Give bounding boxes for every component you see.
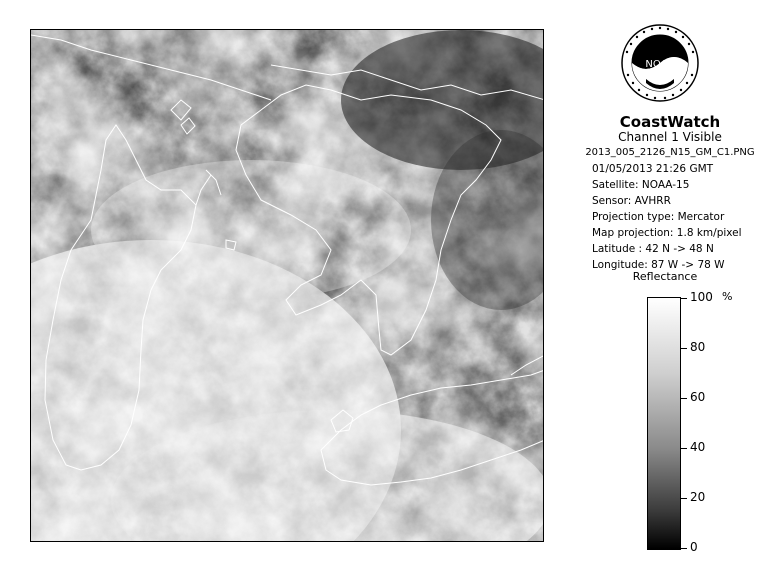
channel-label: Channel 1 Visible <box>618 130 722 144</box>
scale-label-20: 20 <box>690 490 706 504</box>
scale-label-100: 100 <box>690 290 713 304</box>
satellite-label: Satellite: NOAA-15 <box>592 179 690 191</box>
scale-label-40: 40 <box>690 440 706 454</box>
scale-tick <box>681 548 687 549</box>
filename-label: 2013_005_2126_N15_GM_C1.PNG <box>585 147 755 158</box>
scale-tick <box>681 348 687 349</box>
scale-tick <box>681 298 687 299</box>
reflectance-scale-bar <box>647 297 681 550</box>
scale-label-60: 60 <box>690 390 706 404</box>
map-projection-label: Map projection: 1.8 km/pixel <box>592 227 742 239</box>
scale-tick <box>681 398 687 399</box>
sensor-label: Sensor: AVHRR <box>592 195 671 207</box>
scale-tick <box>681 498 687 499</box>
scale-label-80: 80 <box>690 340 706 354</box>
logo-text: NOAA <box>645 59 675 70</box>
datetime-label: 01/05/2013 21:26 GMT <box>592 163 714 175</box>
scale-tick <box>681 448 687 449</box>
satellite-image <box>30 29 544 542</box>
longitude-label: Longitude: 87 W -> 78 W <box>592 259 725 271</box>
projection-type-label: Projection type: Mercator <box>592 211 725 223</box>
scale-label-0: 0 <box>690 540 698 554</box>
latitude-label: Latitude : 42 N -> 48 N <box>592 243 714 255</box>
scale-title: Reflectance <box>632 270 698 283</box>
noaa-logo <box>620 17 700 109</box>
scale-unit: % <box>722 290 733 303</box>
app-title: CoastWatch <box>619 113 721 131</box>
